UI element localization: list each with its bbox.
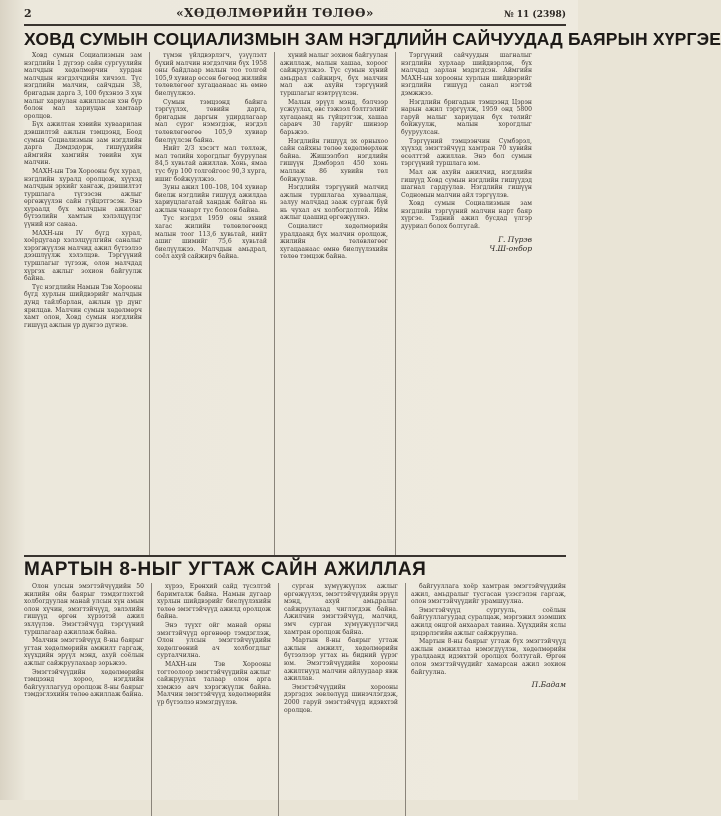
section-divider [24,555,566,557]
article1-body [24,52,566,555]
paragraph: Бүх ажилтан хэвийн хуваарилан дэвшилтэй ажлын тэмцээнд, Боод сумын Социализмын зам нэгдлийн дарга Дэмдэдорж, гишүүдийн аймгийн хамгийн төвийн хүн малчин. [24,121,142,167]
paragraph: хүрээ, Ерөнхий сайд түсэлтэй баримталж байна. Намын дугаар хурлын шийдвэрийг биелүүлэхийн төлөө эмэгтэйчүүд ажилд оролцож байна. [157,583,271,621]
article1-column-3 [274,52,388,555]
paragraph: Мартын 8-ны баярыг угтаж бүх эмэгтэйчүүд ажлын амжилтаа нэмэгдүүлэн, хөдөлмөрийн уралдаанд идэвхтэй оролцох болтугай. Өргөн олон эмэгтэйчүүдийг хамарсан ажил зохион байгуулна. [411,638,566,676]
paragraph: Сумын тэмцээнд байнга тэргүүлэх, төвийн дарга, бригадын даргын удирдлагаар мал сүрэг нэмэгдэж, нэгдэл төлөвлөгөөгөө 105,9 хувиар биелүүлсэн байна. [155,98,267,144]
paragraph: Энэ түүхт ойг манай орны эмэгтэйчүүд өргөнөөр тэмдэглэж, Олон улсын эмэгтэйчүүдийн хөдөлгөөний ач холбогдлыг сурталчилна. [157,621,271,660]
paragraph: түмэн үйлдвэрлэгч, үзүүлэлт бүхий малчин нэгдэлчин бүх 1958 оны байдлаар малын тоо толгой 105,9 хувиар өссөн бөгөөд жилийн төлөвлөгөөг хугацаанаас нь өмнө биелүүлжээ. [155,52,267,97]
article2-column-4 [405,583,566,816]
paragraph: Нэгдлийн бригадын тэмцээнд Цэрэн нарын ажил тэргүүлж, 1959 онд 5800 гаруй малыг хариуцан бүх төлийг бойжуулж, малын хорогдлыг бууруулсан. [401,98,532,136]
article2-column-2 [151,583,271,816]
paragraph: Зуны ажил 100–108, 104 хувиар биелж нэгдлийн гишүүд ажилдаа хариуцлагатай хандаж байгаа нь ажлын чанарт тус болсон байна. [155,184,267,214]
paragraph: хүний малыг зохион байгуулан ажиллаж, малын хашаа, хороог сайжруулжээ. Түс сумын хүний амьдрал сайжирч, бүх малчин мал аж ахуйн тэргүүний туршлагыг нэвтрүүлсэн. [280,52,388,97]
masthead [24,6,566,26]
paragraph: Малчин эмэгтэйчүүд 8-ны баярыг угтан хөдөлмөрийн амжилт гаргаж, хүүхдийн эрүүл мэнд, ахуй соёлын ажлыг сайжруулахаар зорьжээ. [24,637,144,667]
paragraph: Малын эрүүл мэнд, бэлчээр усжуулах, өвс тэжээл бэлтгэлийг хугацаанд нь гүйцэтгэж, хашаа саравч 30 гаруйг шинээр барьжээ. [280,98,388,136]
paragraph: Мал аж ахуйн ажилчид, нэгдлийн гишүүд Ховд сумын нэгдлийн гишүүдэд шагнал гардуулав. Нэгдлийн гишүүн Содномын малчин айл тэргүүлэв. [401,168,532,199]
paragraph: Олон улсын эмэгтэйчүүдийн 50 жилийн ойн баярыг тэмдэглэхтэй холбогдуулан манай улсын хүн амын олон хүчин, эмэгтэйчүүд, эвлэлийн гишүүд өргөн хүрээтэй ажил эхлүүлэв. Эмэгтэйчүүд тэргүүний туршлагаар ажиллаж байна. [24,583,144,636]
article2-body [24,583,566,816]
paragraph: Мартын 8-ны баярыг угтаж ажлын амжилт, хөдөлмөрийн бүтээлээр угтах нь бидний үүрэг юм. Эмэгтэйчүүдийн хорооны ажилтнууд малчин айлуудаар явж ажиллав. [284,637,398,683]
paragraph: МАХН-ын IV бүгд хурал, хоёрдугаар хэлэлцүүлгийн саналыг хэрэгжүүлэн малчид ажил бүтээлээ дээшлүүлж хэлэлцэв. Тэргүүний туршлагыг түгээж, олон малчдад хүргэх ажлыг зохион байгуулж байна. [24,229,142,283]
paragraph: МАХН-ын Тэв Хорооны тогтоолоор эмэгтэйчүүдийн ажлыг сайжруулах талаар олон арга хэмжээ авч хэрэгжүүлж байна. Малчин эмэгтэйчүүд хөдөлмөрийн үр бүтээлээ нэмэгдүүлэв. [157,660,271,706]
paragraph: Тэргүүний сайчуудын шагналыг нэгдлийн хурлаар шийдвэрлэн, бүх малчдад зарлан мэдэгдсэн. Аймгийн МАХН-ын хорооны хурлын шийдвэрийг нэгдлийн гишүүд санал нэгтэй дэмжжээ. [401,52,532,97]
paragraph: Социалист хөдөлмөрийн уралдаанд бүх малчин оролцож, жилийн төлөвлөгөөг хугацаанаас өмнө биелүүлэхийн төлөө тэмцэж байна. [280,223,388,261]
article2-column-1 [24,583,144,816]
paragraph: сурган хүмүүжүүлэх ажлыг өргөжүүлэх, эмэгтэйчүүдийн эрүүл мэнд, ахуй амьдралыг сайжруулахад чиглэгдэж байна. Ажилчин эмэгтэйчүүд, малчид, эмч сурган хүмүүжүүлэгчид хамтран оролцож байна. [284,583,398,636]
article2-signature: П.Бадам [531,680,566,690]
paragraph: Түс нэгдлийн Намын Тэв Хорооны бүгд хурлын шийдвэрийг малчдын дунд тайлбарлан, ажлын үр дүнг ярилцав. Малчин сумын хөдөлмөрч хамт олон, Ховд сумын нэгдлийн гишүүд ажлын үр дүнгээ дүгнэв. [24,283,142,329]
article2-headline: МАРТЫН 8-НЫГ УГТАЖ САЙН АЖИЛЛАЯ [24,559,427,580]
paragraph: Ховд сумын Социализмын зам нэгдлийн тэргүүний малчин нарт баяр хүргэе. Тэдний ажил бусдад үлгэр дууриал болох болтугай. [401,200,532,231]
paragraph: байгууллага хоёр хамтран эмэгтэйчүүдийн ажил, амьдралыг тусгасан үзэсгэлэн гаргаж, олон эмэгтэйчүүдийг урамшуулна. [411,583,566,606]
paragraph: МАХН-ын Тэв Хорооны бүх хурал, нэгдлийн хуралд оролцож, хүүхэд малчдын эрхийг хангаж, дэвшилтэт туршлага түгээсэн ажлыг өргөжүүлэн сайн гүйцэтгэсэн. Энэ хураалд бүх малчдын ажилсаг бүтээлийн хамтын хэлэлцүүлэг үүний нэг санаа. [24,167,142,229]
page-number: 2 [24,7,32,20]
issue-number: № 11 (2398) [503,10,566,20]
paragraph: Тус нэгдэл 1959 оны эхний хагас жилийн төлөвлөгөөнд малын тоог 113,6 хувьтай, нийт ашиг шимийг 75,6 хувьтай биелүүлжээ. Малчдын амьдрал, соёл ахуй сайжирч байна. [155,215,267,261]
paragraph: Эмэгтэйчүүд сургууль, соёлын байгууллагуудад суралцаж, мэргэжил эзэмших ажилд онцгой анхаарал тавина. Хүүхдийн яслы цэцэрлэгийн ажлыг сайжруулна. [411,606,566,637]
article1-headline: ХОВД СУМЫН СОЦИАЛИЗМЫН ЗАМ НЭГДЛИЙН САЙЧУУДАД БАЯРЫН ХҮРГЭЕ [24,29,721,49]
author-name: Г. Пүрэв [498,234,532,244]
article1-column-4 [395,52,532,555]
article2-column-3 [278,583,398,816]
paragraph: Нийт 2/3 хэсэгт мал төллөж, мал төлийн хорогдлыг бууруулан 84,5 хувьтай ажиллав. Хонь, ямаа тус бүр 100 толгойгоос 90,3 хурга, ишиг бойжуулжээ. [155,145,267,183]
newspaper-title: «ХӨДӨЛМӨРИЙН ТӨЛӨӨ» [176,6,374,20]
paragraph: Нэгдлийн тэргүүний малчид ажлын туршлагаа хуваалцан, залуу малчдад зааж сургаж буй нь чухал ач холбогдолтой. Ийм ажлыг цаашид өргөжүүлнэ. [280,184,388,222]
author-name: Ч.Ш-онбор [489,243,532,253]
paragraph: Ховд сумын Социализмын зам нэгдлийн 1 дүгээр сайн сургуулийн малчдын хөдөлмөрчин хурдан малчдын нэгдэлчдийн хичээл. Түс нэгдлийн малчин, сайчдын 38, бригадын дарга 3, 100 бүхэнээ 3 хүн малыг хариулан ажилласан хэн бүр болон мал хариуцан хамтаар оролцов. [24,52,142,120]
article1-column-2 [149,52,267,555]
article1-signature [401,235,532,253]
article1-column-1 [24,52,142,555]
paragraph: Тэргүүний тэмцээнчин Сумбэрэл, хүүхэд эмэгтэйчүүд хамтран 70 хувийн өсөлттэй ажиллав. Энэ бол сумын тэргүүний туршлага юм. [401,137,532,168]
paragraph: Нэгдлийн гишүүд эх орныхоо сайн сайхны төлөө хөдөлмөрлөж байна. Жишээлбэл нэгдлийн гишүүн Дэмбэрэл 450 хонь маллаж 86 хувийн төл бойжуулав. [280,137,388,183]
paragraph: Эмэгтэйчүүдийн хорооны дэргэдэх зөвлөлүүд шинэчлэгдэж, 2000 гаруй эмэгтэйчүүд идэвхтэй оролцов. [284,683,398,714]
paragraph: Эмэгтэйчүүдийн хөдөлмөрийн тэмцээнд хороо, нэгдлийн байгууллагууд оролцож 8-ны баярыг тэмдэглэхийн төлөө ажиллаж байна. [24,668,144,699]
